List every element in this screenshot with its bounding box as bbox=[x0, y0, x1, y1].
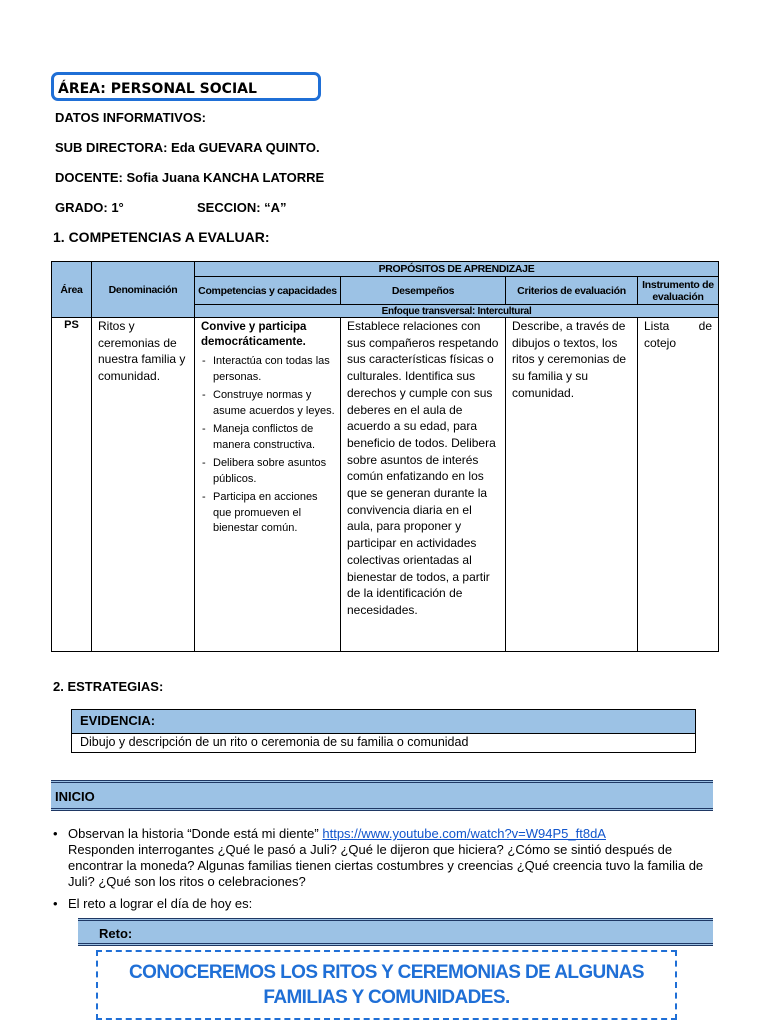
list-item: - Maneja conflictos de manera constructiva. bbox=[201, 422, 336, 453]
competencia-title: Convive y participa democráticamente. bbox=[201, 321, 307, 348]
evidencia-text: Dibujo y descripción de un rito o ceremonia de su familia o comunidad bbox=[80, 735, 469, 749]
bullet2-text: El reto a lograr el día de hoy es: bbox=[68, 896, 253, 911]
reto-label: Reto: bbox=[99, 926, 133, 941]
col-instrumento-header: Instrumento de evaluación bbox=[638, 277, 719, 305]
row-area: PS bbox=[52, 318, 92, 652]
grado: GRADO: 1° bbox=[55, 200, 124, 215]
capacidades-list bbox=[195, 354, 340, 537]
inicio-header bbox=[51, 780, 713, 811]
video-link[interactable]: https://www.youtube.com/watch?v=W94P5_ft8dA bbox=[322, 826, 606, 841]
section2-title: 2. ESTRATEGIAS: bbox=[53, 679, 164, 694]
reto-text: CONOCEREMOS LOS RITOS Y CEREMONIAS DE ALGUNAS FAMILIAS Y COMUNIDADES. bbox=[129, 962, 644, 1008]
evidencia-box bbox=[71, 709, 696, 753]
enfoque-header: Enfoque transversal: Intercultural bbox=[195, 305, 719, 318]
section1-title: 1. COMPETENCIAS A EVALUAR: bbox=[53, 229, 270, 245]
list-item: - Construye normas y asume acuerdos y leyes. bbox=[201, 388, 336, 419]
col-area-header: Área bbox=[52, 262, 92, 318]
list-item bbox=[53, 826, 718, 892]
reto-box bbox=[96, 950, 677, 1020]
col-competencias-header: Competencias y capacidades bbox=[195, 277, 341, 305]
col-denominacion-header: Denominación bbox=[92, 262, 195, 318]
bullet-icon: • bbox=[53, 896, 58, 911]
docente: DOCENTE: Sofia Juana KANCHA LATORRE bbox=[55, 170, 325, 185]
table-row bbox=[52, 318, 719, 652]
area-title-box bbox=[51, 72, 321, 101]
bullet1-text: Observan la historia “Donde está mi diente” bbox=[68, 826, 319, 841]
list-item: - Participa en acciones que promueven el bienestar común. bbox=[201, 490, 336, 537]
reto-header bbox=[78, 918, 713, 946]
row-desempenos: Establece relaciones con sus compañeros respetando sus características físicas o culturales. Identifica sus derechos y cumple con sus deberes en el aula de acuerdo a su edad, para beneficio de todos. Delibera sobre asuntos de interés común enfatizando en los que se generan durante la convivencia diaria en el aula, para proponer y participar en actividades colectivas orientadas al bienestar de todos, a partir de la identificación de necesidades. bbox=[347, 319, 499, 617]
sub-directora: SUB DIRECTORA: Eda GUEVARA QUINTO. bbox=[55, 140, 320, 155]
bullet1-continuation: Responden interrogantes ¿Qué le pasó a Juli? ¿Qué le dijeron que hiciera? ¿Cómo se sintió después de encontrar la moneda? Algunas familias tienen ciertas costumbres y creencias ¿Qué creencia tuvo la familia de Juli? ¿Qué son los ritos o celebraciones? bbox=[68, 842, 704, 889]
bullet-icon: • bbox=[53, 826, 58, 841]
list-item: - Interactúa con todas las personas. bbox=[201, 354, 336, 385]
row-criterios: Describe, a través de dibujos o textos, los ritos y ceremonias de su familia y su comunidad. bbox=[512, 319, 627, 400]
list-item bbox=[53, 896, 718, 912]
area-title: ÁREA: PERSONAL SOCIAL bbox=[58, 81, 257, 97]
list-item: - Delibera sobre asuntos públicos. bbox=[201, 456, 336, 487]
competencias-table bbox=[51, 261, 719, 652]
row-denominacion: Ritos y ceremonias de nuestra familia y comunidad. bbox=[98, 319, 186, 384]
inicio-label: INICIO bbox=[55, 789, 95, 804]
col-desempenos-header: Desempeños bbox=[341, 277, 506, 305]
propositos-header: PROPÓSITOS DE APRENDIZAJE bbox=[195, 262, 719, 277]
seccion: SECCION: “A” bbox=[197, 200, 287, 215]
row-instrumento: Lista de cotejo bbox=[644, 319, 712, 350]
evidencia-label: EVIDENCIA: bbox=[72, 710, 695, 734]
datos-title: DATOS INFORMATIVOS: bbox=[55, 110, 206, 125]
col-criterios-header: Criterios de evaluación bbox=[506, 277, 638, 305]
